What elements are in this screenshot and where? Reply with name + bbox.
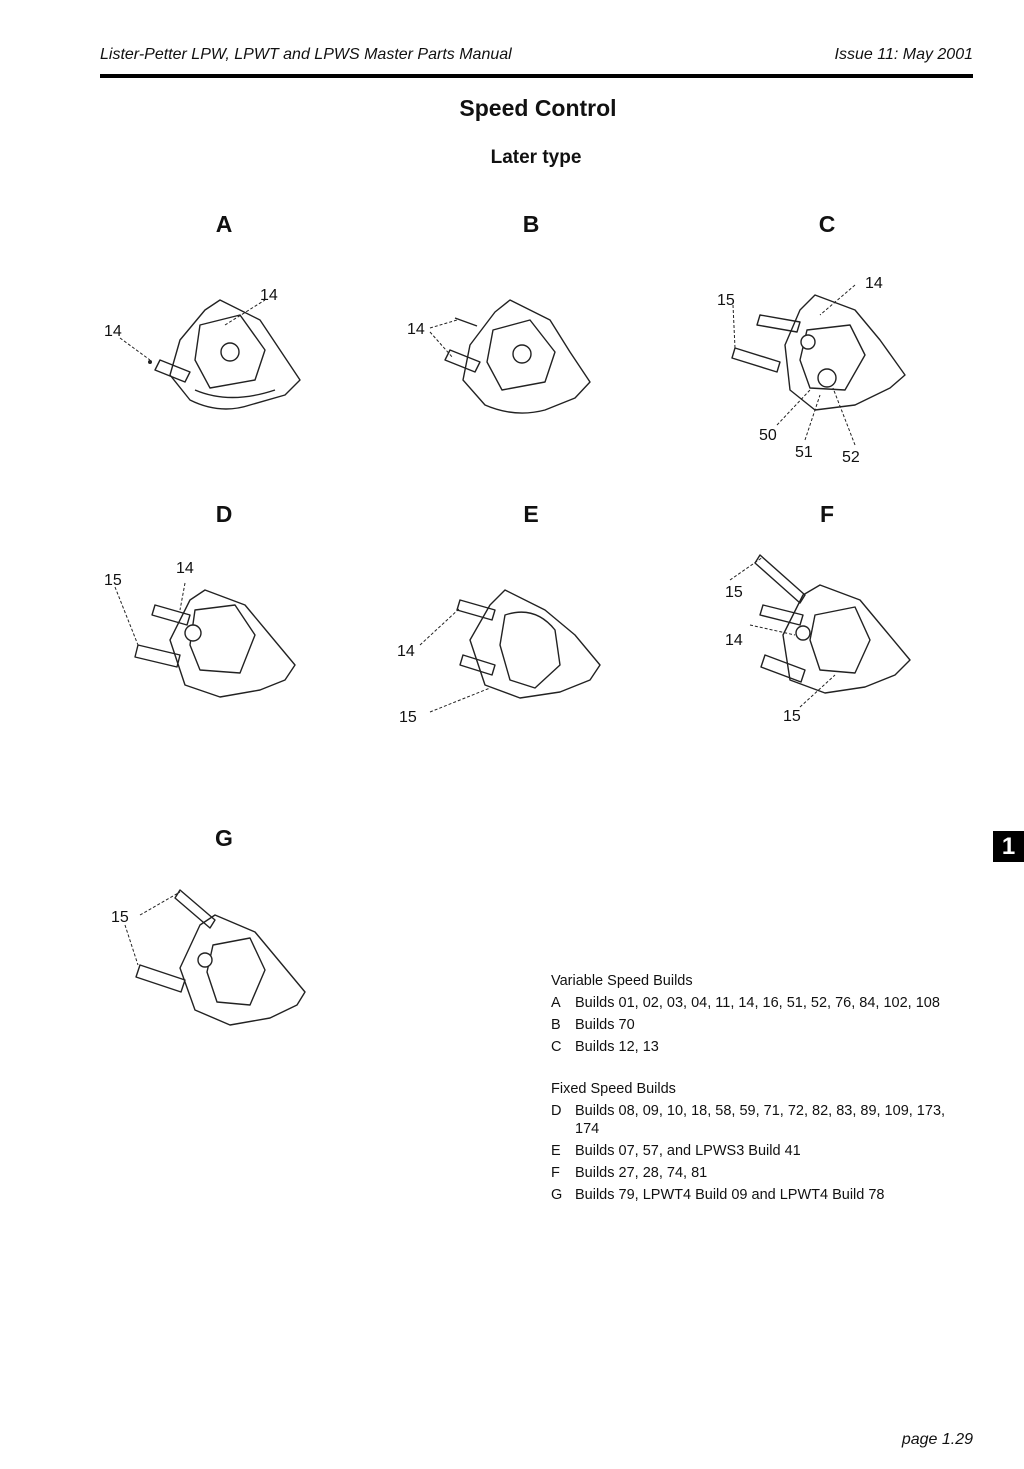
figure-b-drawing	[405, 290, 605, 420]
fixed-speed-heading: Fixed Speed Builds	[551, 1081, 676, 1097]
callout-f-14: 14	[725, 632, 743, 649]
legend-text: Builds 12, 13	[575, 1039, 659, 1055]
callout-g-15: 15	[111, 909, 129, 926]
figure-letter-e: E	[523, 501, 539, 527]
legend-text: Builds 08, 09, 10, 18, 58, 59, 71, 72, 82, 83, 89, 109, 173, 174	[575, 1103, 946, 1137]
page-subtitle: Later type	[490, 147, 582, 168]
legend-text: Builds 07, 57, and LPWS3 Build 41	[575, 1143, 801, 1159]
figure-letter-c: C	[818, 211, 836, 237]
legend-row	[551, 1102, 951, 1138]
page-header	[100, 44, 973, 78]
figure-letter-d: D	[215, 501, 233, 527]
legend-text: Builds 01, 02, 03, 04, 11, 14, 16, 51, 52, 76, 84, 102, 108	[575, 995, 940, 1011]
page-number: page 1.29	[901, 1431, 973, 1448]
manual-title: Lister-Petter LPW, LPWT and LPWS Master Parts Manual	[100, 46, 512, 63]
callout-c-15: 15	[717, 292, 735, 309]
variable-speed-heading: Variable Speed Builds	[551, 973, 693, 989]
callout-d-14: 14	[176, 560, 194, 577]
legend-row	[551, 1016, 951, 1034]
figure-c-drawing	[715, 270, 915, 470]
legend-key: E	[551, 1143, 561, 1159]
section-tab: 1	[993, 831, 1024, 862]
figure-letter-a: A	[215, 211, 233, 237]
callout-a-14-top: 14	[260, 287, 278, 304]
legend-row	[551, 1038, 951, 1056]
callout-f-15-top: 15	[725, 584, 743, 601]
callout-c-52: 52	[842, 449, 860, 466]
legend-text: Builds 79, LPWT4 Build 09 and LPWT4 Build 78	[575, 1187, 885, 1203]
figure-e-drawing	[395, 570, 610, 730]
figure-f-drawing	[715, 545, 915, 730]
callout-f-15-bottom: 15	[783, 708, 801, 725]
callout-c-14: 14	[865, 275, 883, 292]
page-title: Speed Control	[459, 95, 617, 121]
legend-row	[551, 994, 951, 1012]
callout-c-51: 51	[795, 444, 813, 461]
legend-text: Builds 70	[575, 1017, 635, 1033]
legend-key: A	[551, 995, 561, 1011]
figure-g-drawing	[105, 880, 315, 1035]
legend-key: B	[551, 1017, 561, 1033]
figure-d-drawing	[100, 555, 310, 705]
legend-row	[551, 1164, 951, 1182]
callout-e-15: 15	[399, 709, 417, 726]
callout-c-50: 50	[759, 427, 777, 444]
legend-key: D	[551, 1103, 562, 1119]
legend-key: C	[551, 1039, 562, 1055]
figure-letter-f: F	[819, 501, 835, 527]
legend-key: F	[551, 1165, 560, 1181]
figure-letter-b: B	[522, 211, 540, 237]
legend-text: Builds 27, 28, 74, 81	[575, 1165, 708, 1181]
callout-e-14: 14	[397, 643, 415, 660]
legend-row	[551, 1186, 951, 1204]
legend-row	[551, 1142, 951, 1160]
callout-d-15: 15	[104, 572, 122, 589]
figure-letter-g: G	[215, 825, 233, 851]
callout-a-14-left: 14	[104, 323, 122, 340]
issue-date: Issue 11: May 2001	[834, 46, 973, 63]
callout-b-14: 14	[407, 321, 425, 338]
legend-key: G	[551, 1187, 563, 1203]
figure-a-drawing	[100, 280, 310, 420]
build-legend	[551, 972, 951, 1208]
